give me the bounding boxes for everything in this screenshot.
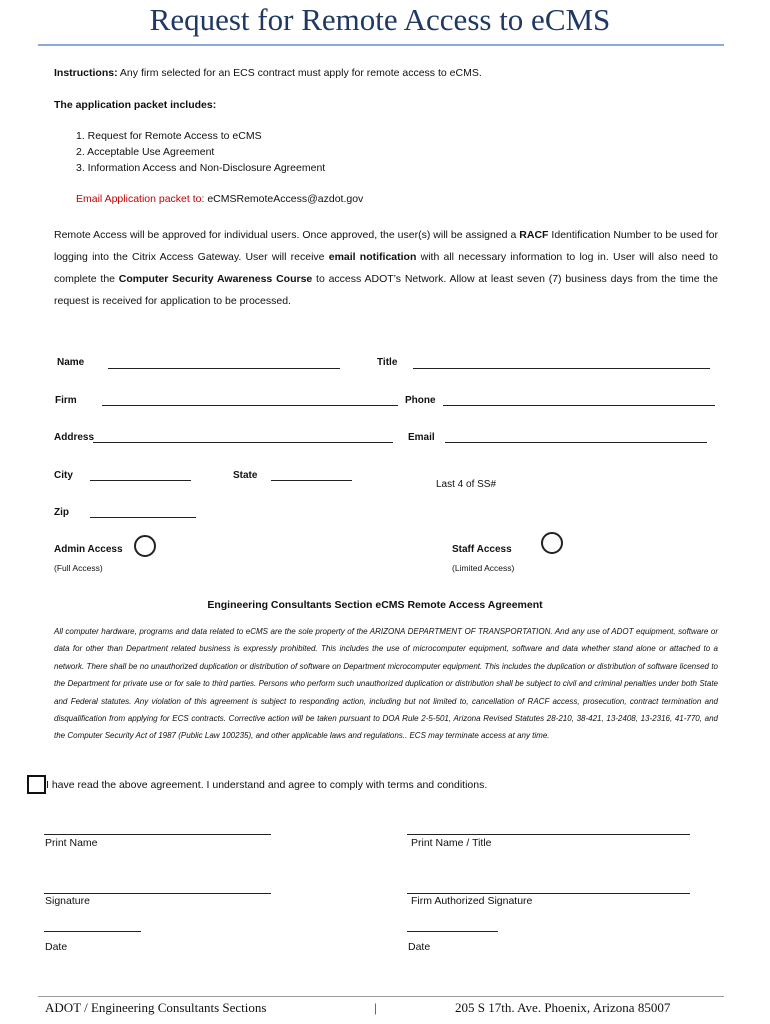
instructions-label: Instructions:	[54, 67, 118, 79]
paragraph-text: with all necessary information to log in. User will also need to complete the	[54, 251, 719, 285]
state-label: State	[233, 470, 258, 481]
paragraph-text: Identification Number to be used for logging into the Citrix Access Gateway. User will receive	[54, 229, 718, 263]
date-label-left: Date	[45, 941, 68, 953]
staff-access-radio[interactable]	[541, 532, 563, 554]
admin-access-sublabel: (Full Access)	[54, 563, 103, 573]
staff-access-label: Staff Access	[452, 544, 512, 555]
zip-label: Zip	[54, 507, 69, 518]
packet-item: 3. Information Access and Non-Disclosure Agreement	[76, 162, 326, 174]
email-field-label: Email	[408, 432, 435, 443]
firm-signature-line[interactable]	[407, 893, 690, 894]
date-line-left[interactable]	[44, 931, 141, 932]
packet-item: 2. Acceptable Use Agreement	[76, 146, 215, 158]
email-instruction	[76, 193, 363, 205]
print-name-line[interactable]	[44, 834, 271, 835]
firm-field[interactable]	[102, 405, 398, 406]
admin-access-radio[interactable]	[134, 535, 156, 557]
racf-text: RACF	[519, 229, 549, 241]
paragraph-text: to access ADOT’s Network. Allow at least seven (7) business days from the time the request is received for application to be processed.	[54, 273, 718, 307]
footer-right: 205 S 17th. Ave. Phoenix, Arizona 85007	[455, 1000, 671, 1015]
print-name-title-line[interactable]	[407, 834, 690, 835]
agreement-checkbox-label: I have read the above agreement. I understand and agree to comply with terms and conditions.	[46, 779, 488, 791]
zip-field[interactable]	[90, 517, 196, 518]
state-field[interactable]	[271, 480, 352, 481]
title-label: Title	[377, 357, 398, 368]
admin-access-label: Admin Access	[54, 544, 123, 555]
packet-heading: The application packet includes:	[54, 99, 217, 111]
print-name-label: Print Name	[45, 837, 98, 849]
packet-item: 1. Request for Remote Access to eCMS	[76, 130, 262, 142]
course-text: Computer Security Awareness Course	[118, 273, 313, 285]
email-field[interactable]	[445, 442, 707, 443]
footer-separator: |	[374, 1000, 377, 1015]
email-label: Email Application packet to:	[76, 193, 205, 205]
title-divider	[38, 44, 724, 46]
city-field[interactable]	[90, 480, 191, 481]
signature-label: Signature	[45, 895, 90, 907]
paragraph-text: Remote Access will be approved for individual users. Once approved, the user(s) will be assigned a	[54, 229, 520, 241]
agreement-text: All computer hardware, programs and data related to eCMS are the sole property of the ARIZONA DEPARTMENT OF TRANSPORTATION. And any use of ADOT equipment, software or data for other than Department related business is expressly prohibited. This includes the use of microcomputer equipment, software and data whether stand alone or attached to a network. There shall be no unauthorized duplication or distribution of software on Department microcomputer equipment. This includes the duplication or distribution of software licensed to the Department for private use or for sale to third parties. Persons who perform such unauthorized duplication or distribution shall be subject to civil and criminal penalties under both State and Federal statutes. Any violation of this agreement is subject to responding action, including but not limited to, cancellation of RACF access, prosecution, contract termination and disqualification from applying for ECS contracts. Corrective action will be taken pursuant to DOA Rule 2-5-501, Arizona Revised Statutes 28-210, 38-421, 13-2408, 13-2316, 41-770, and the Computer Security Act of 1987 (Public Law 100235), and other applicable laws and regulations.. ECS may terminate access at any time.	[54, 627, 718, 741]
staff-access-sublabel: (Limited Access)	[452, 563, 515, 573]
city-label: City	[54, 470, 73, 481]
page-title: Request for Remote Access to eCMS	[149, 2, 611, 37]
date-line-right[interactable]	[407, 931, 498, 932]
address-field[interactable]	[93, 442, 393, 443]
signature-line[interactable]	[44, 893, 271, 894]
name-label: Name	[57, 357, 85, 368]
firm-signature-label: Firm Authorized Signature	[411, 895, 533, 907]
address-label: Address	[54, 432, 95, 443]
footer-divider	[38, 996, 724, 997]
agreement-title: Engineering Consultants Section eCMS Remote Access Agreement	[207, 599, 543, 611]
phone-label: Phone	[405, 395, 436, 406]
ssn-label: Last 4 of SS#	[436, 479, 497, 490]
phone-field[interactable]	[443, 405, 715, 406]
footer-left: ADOT / Engineering Consultants Sections	[45, 1000, 267, 1015]
print-name-title-label: Print Name / Title	[411, 837, 492, 849]
date-label-right: Date	[408, 941, 431, 953]
instructions-text: Any firm selected for an ECS contract must apply for remote access to eCMS.	[117, 67, 482, 79]
title-field[interactable]	[413, 368, 710, 369]
email-address[interactable]: eCMSRemoteAccess@azdot.gov	[204, 193, 364, 205]
firm-label: Firm	[55, 395, 77, 406]
agreement-checkbox[interactable]	[27, 775, 46, 794]
email-notification-text: email notification	[328, 251, 417, 263]
instructions	[54, 67, 482, 79]
approval-paragraph	[54, 224, 718, 312]
name-field[interactable]	[108, 368, 340, 369]
